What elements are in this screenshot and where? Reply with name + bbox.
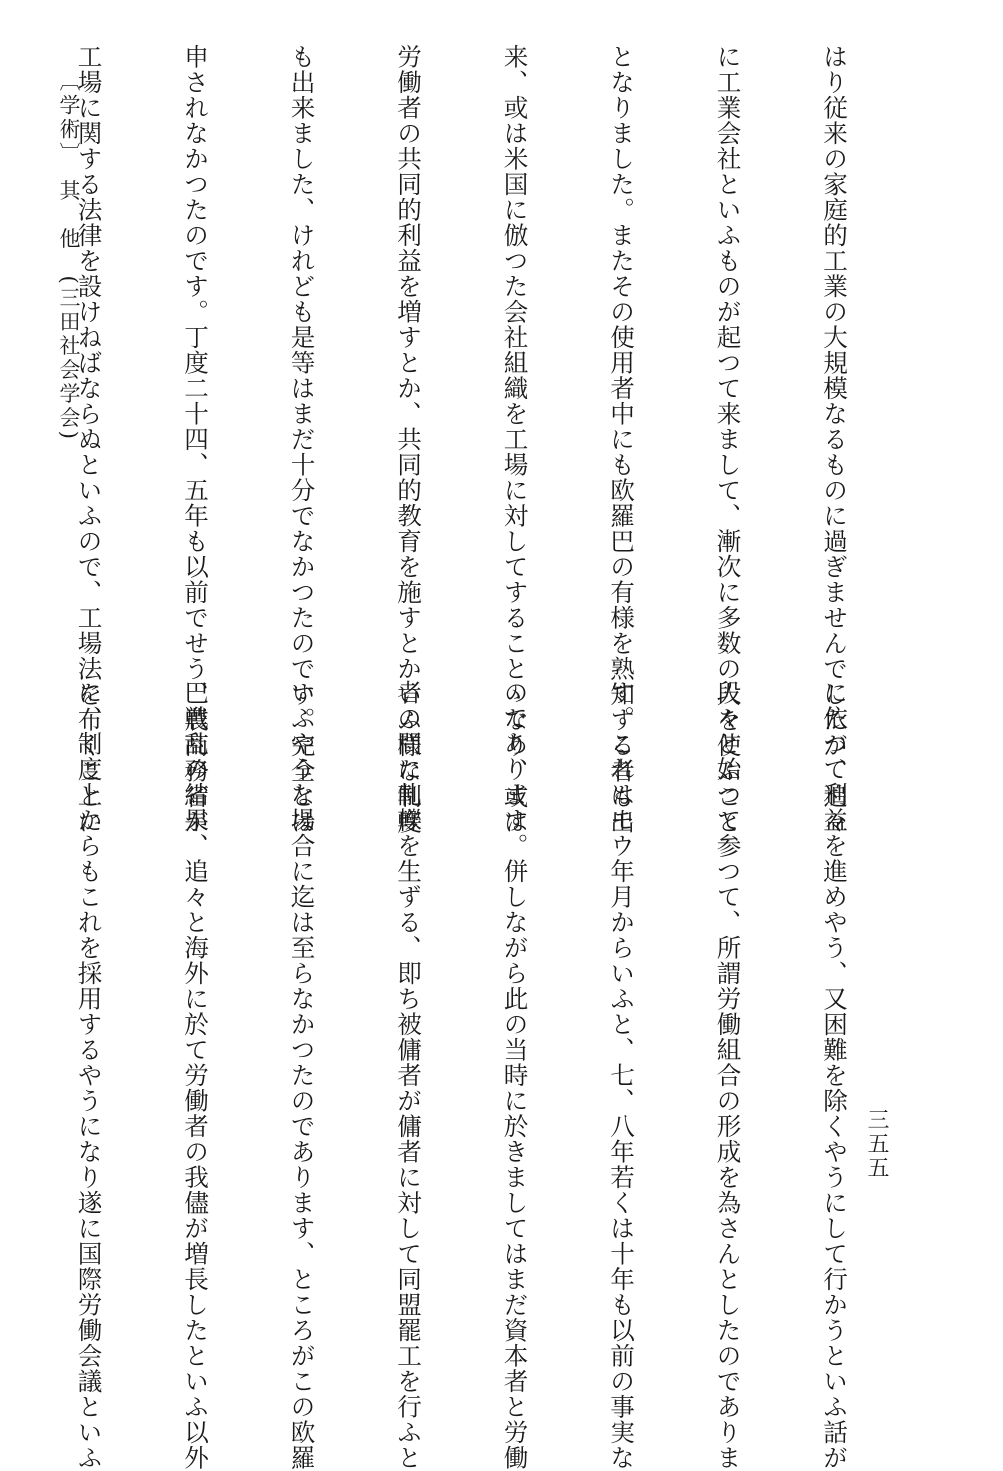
text-line: のであります。併しながら此の当時に於きましてはまだ資本者と労働: [500, 680, 530, 1471]
text-line: す。これはモウ年月からいふと、七、八年若くは十年も以前の事実な: [607, 680, 636, 1471]
text-line: に依つて利益を進めやう、又困難を除くやうにして行かうといふ話が: [820, 680, 849, 1471]
text-line: に、制度上からもこれを採用するやうになり遂に国際労働会議といふ: [74, 680, 104, 1471]
text-line: 来、或は米国に倣つた会社組織を工場に対してすることゝなり、或は: [500, 44, 530, 835]
lower-text-block: [74, 680, 923, 1471]
text-line: 労働者の共同的利益を増すとか、共同的教育を施すとかいふ様な制度: [394, 44, 423, 835]
text-line: はり従来の家庭的工業の大規模なるものに過ぎませんでしたが、追々: [820, 44, 849, 835]
text-line: 申されなかつたのです。丁度二十四、五年も以前でせう、農商務省が: [181, 44, 210, 835]
text-line: も出来ました、けれども是等はまだ十分でなかつたのです。完全とは: [287, 44, 317, 835]
running-header: 〔学術〕 其 他 (三田社会学会): [57, 70, 81, 442]
text-line: 者の間に軋轢を生ずる、即ち被傭者が傭者に対して同盟罷工を行ふと: [394, 680, 423, 1471]
text-line: に工業会社といふものが起つて来まして、漸次に多数の人を使ふこと: [713, 44, 743, 835]
text-line: いふやうな場合に迄は至らなかつたのであります、ところがこの欧羅: [287, 680, 317, 1471]
text-line: 工場に関する法律を設けねばならぬといふので、工場法を布くことに: [74, 44, 104, 835]
page-number: 三五五: [864, 1108, 889, 1180]
text-line: 巴戦乱の結果、追々と海外に於て労働者の我儘が増長したといふ以外: [181, 680, 210, 1471]
text-line: 段々と始つて参つて、所謂労働組合の形成を為さんとしたのでありま: [713, 680, 743, 1471]
upper-text-block: [74, 44, 923, 835]
text-line: となりました。またその使用者中にも欧羅巴の有様を熟知する者も出: [607, 44, 636, 835]
